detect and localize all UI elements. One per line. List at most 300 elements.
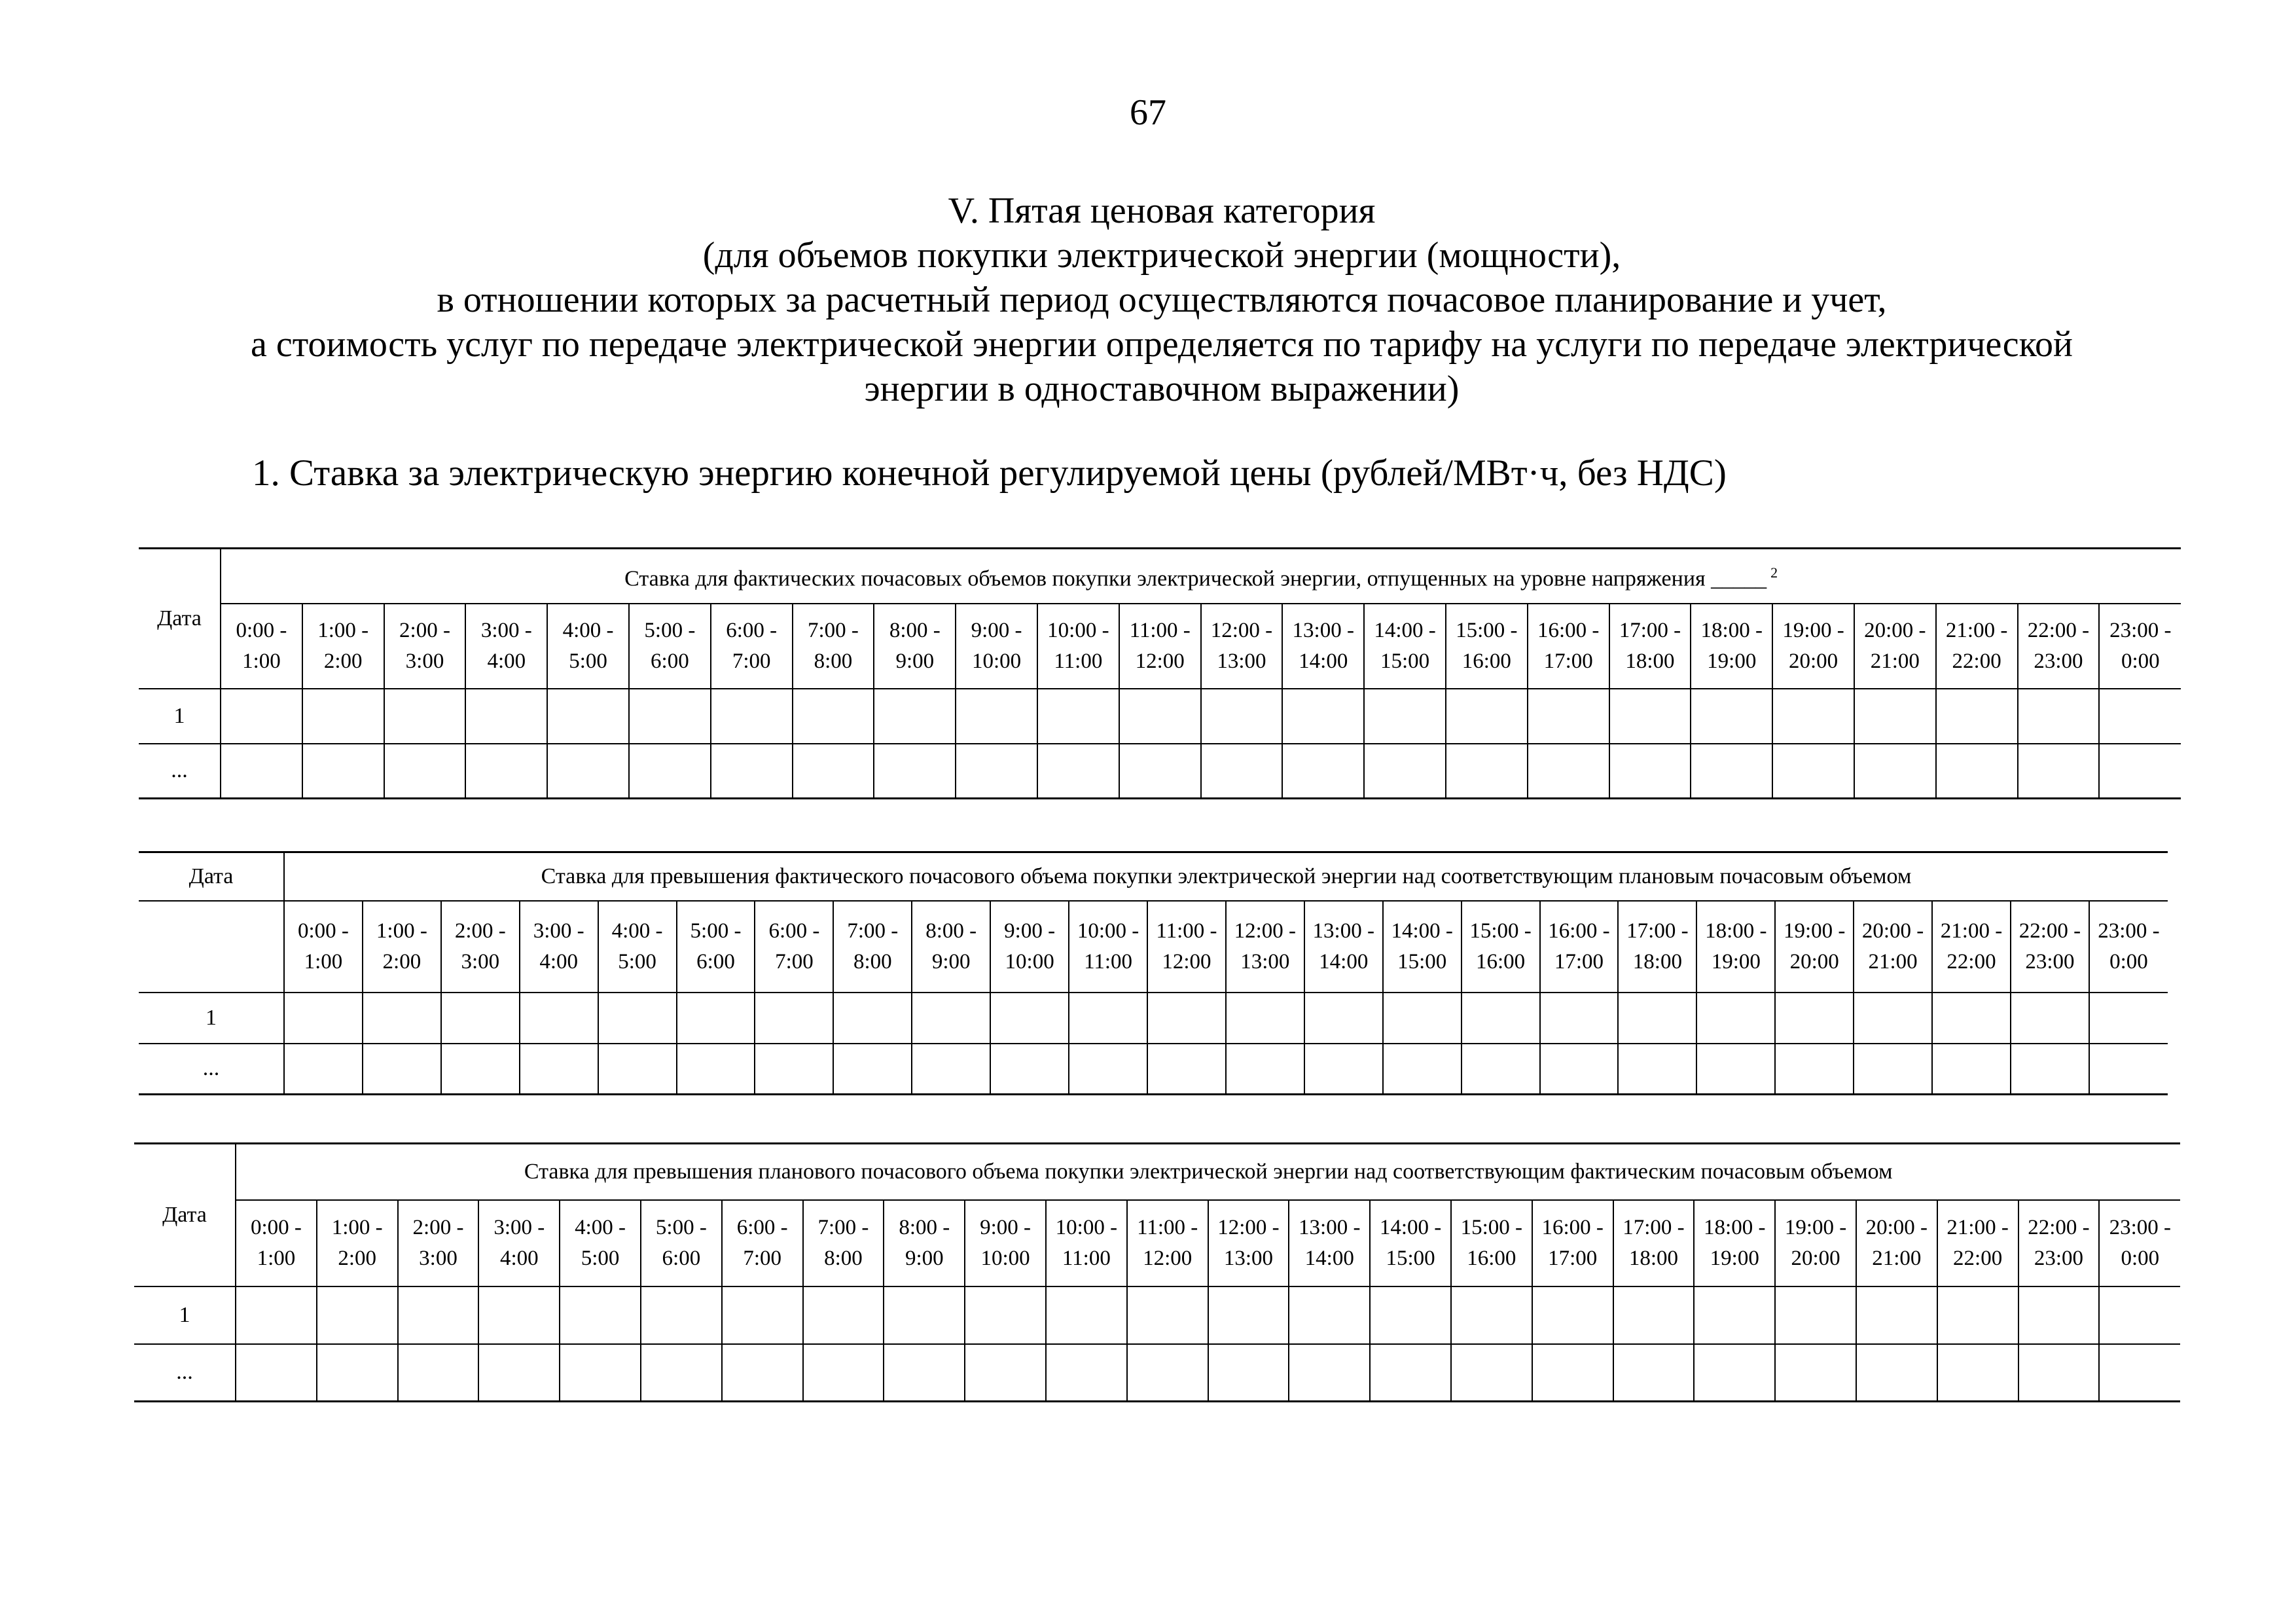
rate-cell	[1119, 689, 1201, 744]
heading-line: (для объемов покупки электрической энергии (мощности),	[702, 235, 1621, 276]
hour-to: 0:00	[2121, 649, 2160, 673]
hour-from: 7:00 -	[808, 618, 859, 642]
rate-cell	[1147, 993, 1226, 1044]
page-number: 67	[1130, 92, 1166, 133]
hour-header	[990, 901, 1069, 993]
rate-cell	[1532, 1344, 1613, 1402]
rate-cell	[1069, 993, 1147, 1044]
rate-cell	[965, 1286, 1046, 1344]
hour-to: 21:00	[1868, 949, 1918, 974]
hour-header	[1854, 604, 1936, 689]
hour-header	[956, 604, 1037, 689]
hour-from: 12:00 -	[1210, 618, 1273, 642]
hour-to: 16:00	[1475, 949, 1526, 974]
hour-to: 13:00	[1240, 949, 1290, 974]
row-date-label: ...	[139, 744, 221, 799]
hour-to: 7:00	[732, 649, 771, 673]
rate-cell	[1370, 1344, 1451, 1402]
hour-from: 18:00 -	[1704, 1215, 1766, 1239]
rate-cell	[520, 993, 598, 1044]
rate-cell	[1528, 744, 1609, 799]
hour-from: 16:00 -	[1541, 1215, 1604, 1239]
hour-header	[520, 901, 598, 993]
hour-header	[833, 901, 912, 993]
rate-cell	[2018, 689, 2100, 744]
rate-cell	[1364, 744, 1446, 799]
hour-header	[1772, 604, 1854, 689]
hour-from: 3:00 -	[493, 1215, 545, 1239]
hour-header	[363, 901, 441, 993]
rate-cell	[722, 1344, 803, 1402]
hour-from: 13:00 -	[1312, 919, 1374, 943]
hour-from: 21:00 -	[1946, 1215, 2009, 1239]
rate-cell	[1936, 689, 2018, 744]
hour-header	[1069, 901, 1147, 993]
rate-cell	[874, 689, 956, 744]
hour-to: 1:00	[257, 1246, 296, 1270]
rate-cell	[284, 1044, 363, 1095]
table-row	[134, 1286, 2180, 1344]
hour-to: 2:00	[323, 649, 363, 673]
rate-cell	[1451, 1344, 1532, 1402]
rate-cell	[1462, 1044, 1540, 1095]
hour-to: 23:00	[2025, 949, 2075, 974]
hour-to: 13:00	[1223, 1246, 1274, 1270]
hour-from: 18:00 -	[1700, 618, 1763, 642]
hour-to: 12:00	[1135, 649, 1185, 673]
hour-from: 20:00 -	[1864, 618, 1926, 642]
rate-cell	[1289, 1344, 1370, 1402]
hour-to: 14:00	[1304, 1246, 1354, 1270]
rate-cell	[1528, 689, 1609, 744]
hour-to: 22:00	[1953, 1246, 2003, 1270]
hour-to: 7:00	[743, 1246, 782, 1270]
rate-cell	[1694, 1286, 1775, 1344]
rate-cell	[1856, 1344, 1937, 1402]
hour-to: 4:00	[539, 949, 579, 974]
hour-to: 6:00	[651, 649, 689, 673]
hour-header	[1304, 901, 1383, 993]
hour-header	[1226, 901, 1304, 993]
hour-to: 21:00	[1870, 649, 1920, 673]
hour-from: 0:00 -	[250, 1215, 302, 1239]
rate-cell	[1201, 744, 1283, 799]
hour-header	[1282, 604, 1364, 689]
rate-cell	[2099, 1286, 2180, 1344]
rate-cell	[1932, 993, 2011, 1044]
rate-cell	[1462, 993, 1540, 1044]
rate-cell	[1383, 1044, 1462, 1095]
rate-cell	[1609, 689, 1691, 744]
hour-header	[1528, 604, 1609, 689]
hour-to: 2:00	[338, 1246, 377, 1270]
rate-cell	[384, 689, 466, 744]
hour-to: 17:00	[1554, 949, 1604, 974]
rate-cell	[2011, 993, 2089, 1044]
hour-header	[1147, 901, 1226, 993]
rate-cell	[711, 744, 793, 799]
hour-header	[1127, 1200, 1208, 1286]
rate-cell	[1775, 1044, 1854, 1095]
hour-header	[284, 901, 363, 993]
rate-cell	[1364, 689, 1446, 744]
row-date-label: ...	[134, 1344, 236, 1402]
hour-from: 4:00 -	[562, 618, 614, 642]
hour-header	[317, 1200, 398, 1286]
hour-from: 16:00 -	[1548, 919, 1610, 943]
rate-cell	[874, 744, 956, 799]
rate-cell	[2089, 1044, 2168, 1095]
rate-cell	[1208, 1286, 1289, 1344]
rate-cell	[884, 1344, 965, 1402]
subsection-title: 1. Ставка за электрическую энергию конечной регулируемой цены (рублей/МВт·ч, без НДС)	[252, 452, 1727, 494]
hour-to: 10:00	[971, 649, 1022, 673]
hour-header	[236, 1200, 317, 1286]
rate-cell	[465, 689, 547, 744]
heading-line: энергии в одноставочном выражении)	[864, 369, 1460, 409]
rate-cell	[1618, 1044, 1696, 1095]
hour-from: 7:00 -	[847, 919, 899, 943]
rate-cell	[1856, 1286, 1937, 1344]
hour-to: 4:00	[499, 1246, 539, 1270]
rate-cell	[641, 1344, 722, 1402]
hour-from: 23:00 -	[2109, 618, 2172, 642]
rate-cell	[1383, 993, 1462, 1044]
rate-cell	[398, 1286, 479, 1344]
hour-to: 12:00	[1162, 949, 1211, 974]
rate-cell	[722, 1286, 803, 1344]
hour-header	[1775, 1200, 1856, 1286]
rate-cell	[1696, 993, 1775, 1044]
hour-header	[221, 604, 302, 689]
rate-cell	[1775, 1286, 1856, 1344]
hour-header	[1618, 901, 1696, 993]
hour-from: 19:00 -	[1784, 1215, 1847, 1239]
hour-from: 6:00 -	[736, 1215, 788, 1239]
hour-from: 8:00 -	[899, 1215, 950, 1239]
hour-from: 0:00 -	[298, 919, 349, 943]
hour-header	[1854, 901, 1932, 993]
hour-to: 18:00	[1625, 649, 1675, 673]
hour-from: 22:00 -	[2028, 1215, 2090, 1239]
hour-from: 9:00 -	[1004, 919, 1056, 943]
rate-cell	[547, 689, 629, 744]
hour-to: 23:00	[2034, 649, 2083, 673]
hour-header	[302, 604, 384, 689]
rate-cell	[956, 744, 1037, 799]
rate-cell	[677, 1044, 755, 1095]
rate-cell	[478, 1344, 560, 1402]
rate-table-actual	[139, 547, 2181, 799]
rate-cell	[912, 993, 990, 1044]
section-heading	[131, 189, 2193, 411]
hour-from: 19:00 -	[1782, 618, 1844, 642]
rate-cell	[1854, 1044, 1932, 1095]
hour-from: 6:00 -	[768, 919, 820, 943]
hour-to: 9:00	[895, 649, 935, 673]
hour-header	[2099, 604, 2181, 689]
rate-cell	[1446, 689, 1528, 744]
table-caption: Ставка для превышения фактического почасового объема покупки электрической энергии над соответствующим плановым почасовым объемом	[284, 852, 2168, 901]
rate-cell	[1937, 1286, 2018, 1344]
hour-from: 3:00 -	[533, 919, 584, 943]
hour-header	[1119, 604, 1201, 689]
rate-cell	[1226, 993, 1304, 1044]
hour-header	[912, 901, 990, 993]
rate-cell	[520, 1044, 598, 1095]
rate-cell	[1127, 1286, 1208, 1344]
hour-from: 4:00 -	[575, 1215, 626, 1239]
hour-to: 6:00	[662, 1246, 701, 1270]
rate-cell	[629, 744, 711, 799]
rate-cell	[884, 1286, 965, 1344]
hour-header	[1201, 604, 1283, 689]
rate-cell	[1613, 1344, 1695, 1402]
rate-cell	[2011, 1044, 2089, 1095]
hour-to: 13:00	[1217, 649, 1266, 673]
rate-cell	[1691, 689, 1772, 744]
hour-to: 8:00	[853, 949, 892, 974]
date-header: Дата	[134, 1144, 236, 1286]
rate-cell	[1226, 1044, 1304, 1095]
hour-from: 14:00 -	[1374, 618, 1436, 642]
hour-to: 20:00	[1788, 649, 1839, 673]
date-header: Дата	[139, 549, 221, 689]
row-date-label: ...	[139, 1044, 284, 1095]
rate-cell	[1147, 1044, 1226, 1095]
rate-cell	[2018, 744, 2100, 799]
hour-from: 15:00 -	[1469, 919, 1532, 943]
rate-cell	[2018, 1286, 2100, 1344]
hour-to: 8:00	[824, 1246, 863, 1270]
row-date-label: 1	[139, 993, 284, 1044]
hour-from: 1:00 -	[376, 919, 427, 943]
hour-to: 19:00	[1710, 1246, 1759, 1270]
hour-to: 15:00	[1380, 649, 1430, 673]
rate-cell	[478, 1286, 560, 1344]
hour-from: 11:00 -	[1129, 618, 1191, 642]
table-row	[139, 689, 2181, 744]
hour-to: 23:00	[2034, 1246, 2084, 1270]
hour-from: 22:00 -	[2018, 919, 2081, 943]
hour-to: 5:00	[581, 1246, 620, 1270]
hour-from: 2:00 -	[399, 618, 450, 642]
hour-header	[1446, 604, 1528, 689]
hour-to: 3:00	[461, 949, 500, 974]
table-row	[139, 1044, 2168, 1095]
hour-header	[2011, 901, 2089, 993]
hour-header	[711, 604, 793, 689]
hour-from: 1:00 -	[331, 1215, 383, 1239]
hour-to: 11:00	[1084, 949, 1133, 974]
hour-from: 20:00 -	[1865, 1215, 1928, 1239]
hour-to: 3:00	[419, 1246, 457, 1270]
heading-line: в отношении которых за расчетный период осуществляются почасовое планирование и учет,	[437, 280, 1887, 320]
rate-cell	[1854, 993, 1932, 1044]
hour-from: 5:00 -	[690, 919, 742, 943]
hour-from: 12:00 -	[1234, 919, 1297, 943]
hour-from: 3:00 -	[480, 618, 532, 642]
hour-to: 5:00	[618, 949, 656, 974]
hour-header	[1856, 1200, 1937, 1286]
rate-cell	[1046, 1286, 1127, 1344]
hour-header	[441, 901, 520, 993]
rate-cell	[363, 1044, 441, 1095]
hour-from: 1:00 -	[317, 618, 369, 642]
rate-cell	[1613, 1286, 1695, 1344]
hour-to: 18:00	[1632, 949, 1682, 974]
rate-cell	[302, 689, 384, 744]
hour-header	[1383, 901, 1462, 993]
hour-header	[398, 1200, 479, 1286]
hour-from: 11:00 -	[1156, 919, 1217, 943]
rate-cell	[1201, 689, 1283, 744]
hour-header	[547, 604, 629, 689]
rate-cell	[598, 993, 677, 1044]
rate-table-fact-over-plan	[139, 851, 2168, 1095]
rate-cell	[398, 1344, 479, 1402]
hour-from: 9:00 -	[980, 1215, 1031, 1239]
rate-cell	[956, 689, 1037, 744]
hour-from: 14:00 -	[1391, 919, 1453, 943]
hour-from: 15:00 -	[1456, 618, 1518, 642]
hour-header	[1532, 1200, 1613, 1286]
hour-header	[1289, 1200, 1370, 1286]
hour-header	[755, 901, 833, 993]
rate-cell	[1127, 1344, 1208, 1402]
rate-cell	[1289, 1286, 1370, 1344]
rate-cell	[2018, 1344, 2100, 1402]
hour-header	[1462, 901, 1540, 993]
rate-cell	[363, 993, 441, 1044]
rate-cell	[1609, 744, 1691, 799]
rate-cell	[833, 1044, 912, 1095]
hour-header	[1937, 1200, 2018, 1286]
hour-from: 17:00 -	[1623, 1215, 1685, 1239]
hour-to: 16:00	[1462, 649, 1511, 673]
rate-cell	[912, 1044, 990, 1095]
hour-to: 17:00	[1543, 649, 1593, 673]
hour-header	[2018, 604, 2100, 689]
hour-header	[1694, 1200, 1775, 1286]
table-row	[134, 1344, 2180, 1402]
rate-cell	[711, 689, 793, 744]
hour-from: 14:00 -	[1379, 1215, 1442, 1239]
hour-to: 16:00	[1467, 1246, 1516, 1270]
rate-cell	[1540, 993, 1619, 1044]
hour-to: 11:00	[1062, 1246, 1111, 1270]
hour-from: 10:00 -	[1055, 1215, 1118, 1239]
hour-to: 12:00	[1143, 1246, 1193, 1270]
table-row	[139, 744, 2181, 799]
hour-to: 15:00	[1386, 1246, 1435, 1270]
hour-header	[641, 1200, 722, 1286]
hour-header	[677, 901, 755, 993]
rate-cell	[1370, 1286, 1451, 1344]
hour-header	[1775, 901, 1854, 993]
hour-to: 19:00	[1707, 649, 1757, 673]
hour-from: 23:00 -	[2109, 1215, 2172, 1239]
hour-header	[965, 1200, 1046, 1286]
rate-cell	[2099, 1344, 2180, 1402]
rate-cell	[2089, 993, 2168, 1044]
rate-cell	[441, 993, 520, 1044]
hour-from: 17:00 -	[1626, 919, 1689, 943]
rate-cell	[1119, 744, 1201, 799]
hour-to: 1:00	[242, 649, 281, 673]
rate-cell	[317, 1286, 398, 1344]
rate-cell	[236, 1286, 317, 1344]
hour-header	[1451, 1200, 1532, 1286]
hour-header	[1696, 901, 1775, 993]
hour-from: 19:00 -	[1783, 919, 1846, 943]
hour-from: 22:00 -	[2027, 618, 2090, 642]
hour-header	[1364, 604, 1446, 689]
rate-cell	[1069, 1044, 1147, 1095]
hour-from: 0:00 -	[236, 618, 287, 642]
hour-header	[793, 604, 874, 689]
hour-from: 21:00 -	[1940, 919, 2003, 943]
hour-from: 20:00 -	[1861, 919, 1924, 943]
hour-header	[874, 604, 956, 689]
rate-cell	[284, 993, 363, 1044]
hour-from: 9:00 -	[971, 618, 1022, 642]
rate-cell	[755, 1044, 833, 1095]
rate-cell	[465, 744, 547, 799]
hour-from: 15:00 -	[1460, 1215, 1523, 1239]
hour-header	[1932, 901, 2011, 993]
rate-cell	[560, 1344, 641, 1402]
rate-table-plan-over-fact	[134, 1142, 2180, 1402]
hour-from: 8:00 -	[925, 919, 977, 943]
hour-to: 2:00	[382, 949, 422, 974]
hour-header	[598, 901, 677, 993]
rate-cell	[547, 744, 629, 799]
rate-cell	[2099, 744, 2181, 799]
hour-header	[2018, 1200, 2100, 1286]
table-row	[139, 993, 2168, 1044]
hour-header	[803, 1200, 884, 1286]
hour-to: 17:00	[1548, 1246, 1598, 1270]
hour-header	[384, 604, 466, 689]
hour-to: 22:00	[1946, 949, 1996, 974]
rate-cell	[1037, 744, 1119, 799]
rate-cell	[1037, 689, 1119, 744]
hour-from: 13:00 -	[1299, 1215, 1361, 1239]
rate-cell	[803, 1344, 884, 1402]
hour-to: 20:00	[1791, 1246, 1840, 1270]
rate-cell	[677, 993, 755, 1044]
hour-header	[2089, 901, 2168, 993]
date-header: Дата	[139, 852, 284, 901]
rate-cell	[1208, 1344, 1289, 1402]
row-date-label: 1	[139, 689, 221, 744]
hour-to: 5:00	[569, 649, 607, 673]
hour-from: 18:00 -	[1705, 919, 1767, 943]
rate-cell	[221, 744, 302, 799]
hour-from: 21:00 -	[1945, 618, 2008, 642]
hour-from: 4:00 -	[611, 919, 663, 943]
hour-from: 7:00 -	[817, 1215, 869, 1239]
table-caption: Ставка для превышения планового почасового объема покупки электрической энергии над соответствующим фактическим почасовым объемом	[236, 1144, 2180, 1200]
rate-cell	[1775, 993, 1854, 1044]
rate-cell	[793, 689, 874, 744]
rate-cell	[755, 993, 833, 1044]
date-header-blank	[139, 901, 284, 993]
hour-from: 13:00 -	[1292, 618, 1354, 642]
hour-to: 20:00	[1789, 949, 1839, 974]
hour-from: 10:00 -	[1077, 919, 1139, 943]
